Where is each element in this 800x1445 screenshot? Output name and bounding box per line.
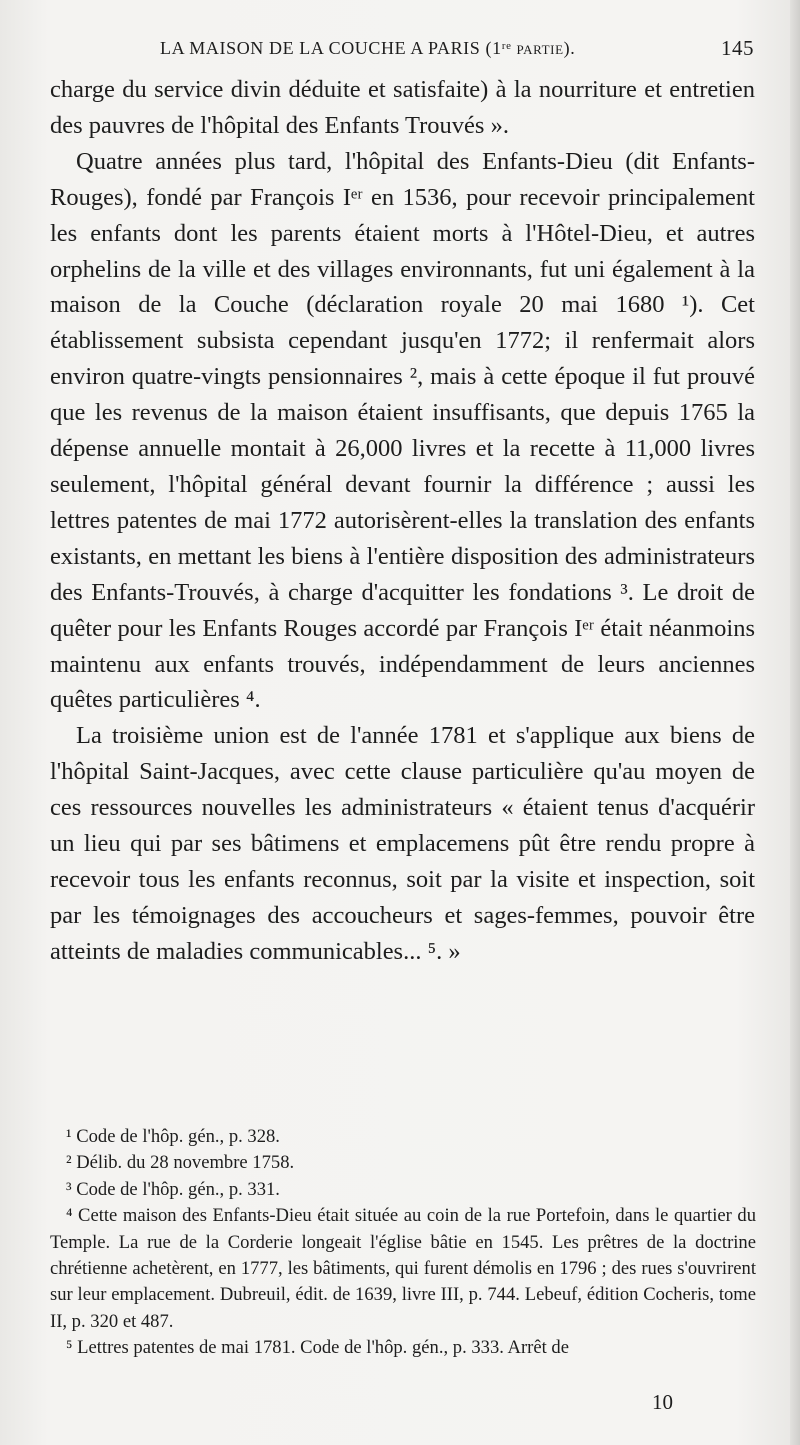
paragraph-enfants-dieu: Quatre années plus tard, l'hôpital des Enfants-Dieu (dit Enfants-Rouges), fondé par François Iᵉʳ en 1536, pour recevoir principalement les enfants dont les parents étaient morts à l'Hôtel-Dieu, et autres orphelins de la ville et des villages environnants, fut uni également à la maison de la Couche (déclaration royale 20 mai 1680 ¹). Cet établissement subsista cependant jusqu'en 1772; il renfermait alors environ quatre-vingts pensionnaires ², mais à cette époque il fut prouvé que les revenus de la maison étaient insuffisants, que depuis 1765 la dépense annuelle montait à 26,000 livres et la recette à 11,000 livres seulement, l'hôpital général devant fournir la différence ; aussi les lettres patentes de mai 1772 autorisèrent-elles la translation des enfants existants, en mettant les biens à l'entière disposition des administrateurs des Enfants-Trouvés, à charge d'acquitter les fondations ³. Le droit de quêter pour les Enfants Rouges accordé par François Iᵉʳ était néanmoins maintenu aux enfants trouvés, indépendamment de leurs anciennes quêtes particulières ⁴. [50,147,755,714]
paragraph-continuation: charge du service divin déduite et satisfaite) à la nourriture et entretien des pauvres de l'hôpital des Enfants Trouvés ». [50,76,755,139]
signature-mark: 10 [652,1390,673,1414]
page-number: 145 [721,36,754,60]
footnote-2: ² Délib. du 28 novembre 1758. [66,1152,295,1174]
running-title: LA MAISON DE LA COUCHE A PARIS (1ʳᵉ partie). [160,38,576,58]
footnotes [50,1124,756,1362]
footnote-4: ⁴ Cette maison des Enfants-Dieu était située au coin de la rue Portefoin, dans le quartier du Temple. La rue de la Corderie longeait l'église bâtie en 1545. Les prêtres de la doctrine chrétienne achetèrent, en 1777, les bâtiments, qui furent démolis en 1796 ; des rues s'ouvrirent sur leur emplacement. Dubreuil, édit. de 1639, livre III, p. 744. Lebeuf, édition Cocheris, tome II, p. 320 et 487. [50,1205,756,1332]
paragraph-third-union: La troisième union est de l'année 1781 et s'applique aux biens de l'hôpital Saint-Jacques, avec cette clause particulière qu'au moyen de ces ressources nouvelles les administrateurs « étaient tenus d'acquérir un lieu qui par ses bâtimens et emplacemens pût être rendu propre à recevoir tous les enfants reconnus, soit par la visite et inspection, soit par les témoignages des accoucheurs et sages-femmes, pouvoir être atteints de maladies communicables... ⁵. » [50,722,755,965]
footnote-1: ¹ Code de l'hôp. gén., p. 328. [66,1126,280,1147]
page-header [160,34,770,66]
page-edge-shadow [790,0,800,1445]
footnote-5: ⁵ Lettres patentes de mai 1781. Code de l'hôp. gén., p. 333. Arrêt de [66,1337,569,1359]
footnote-3: ³ Code de l'hôp. gén., p. 331. [66,1178,280,1200]
body-text [50,72,755,970]
